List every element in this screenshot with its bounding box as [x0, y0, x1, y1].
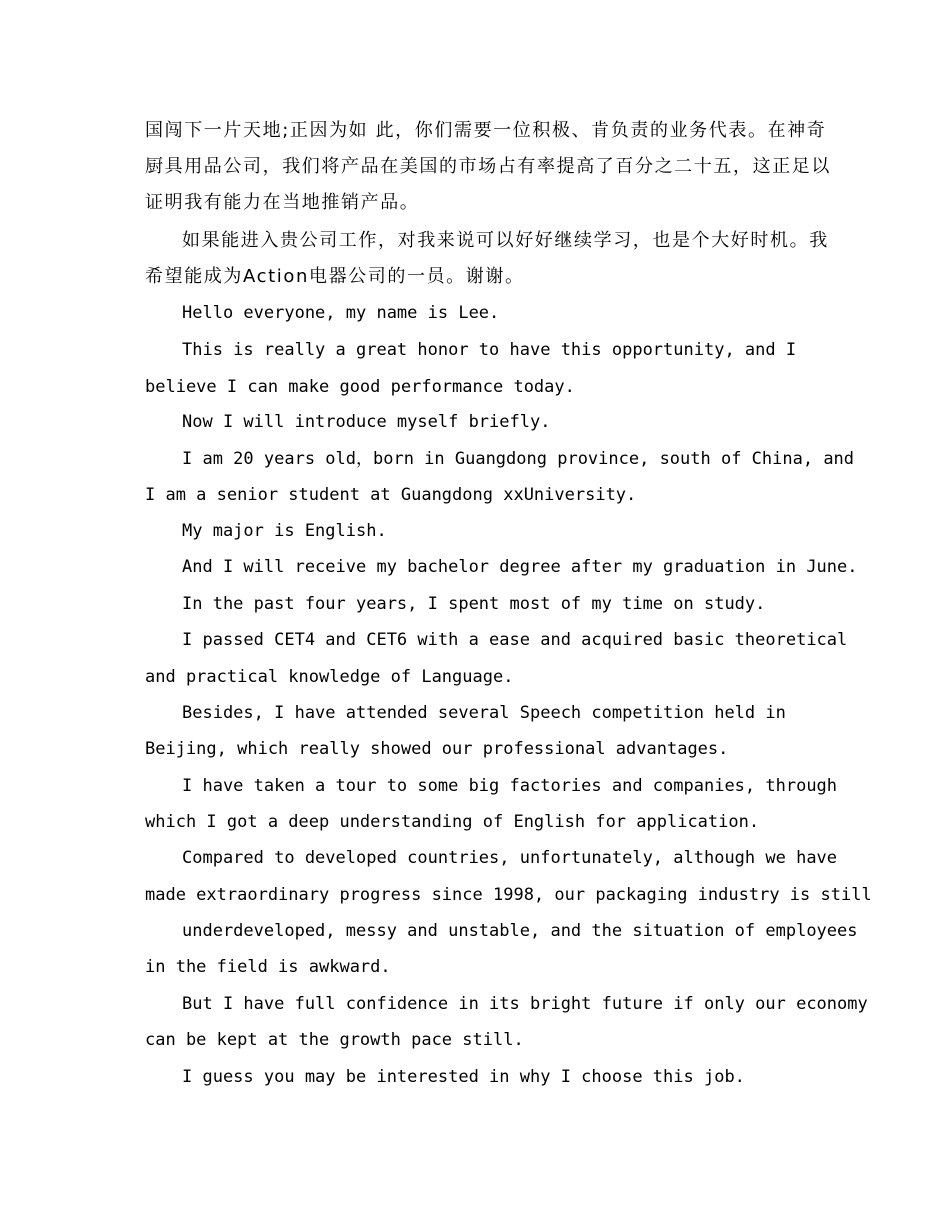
- text-line: My major is English.: [182, 521, 387, 541]
- text-line: I have taken a tour to some big factories and companies, through: [182, 776, 838, 796]
- text-line: Now I will introduce myself briefly.: [182, 412, 551, 432]
- text-line: made extraordinary progress since 1998, our packaging industry is still: [145, 885, 872, 905]
- text-line: 厨具用品公司，我们将产品在美国的市场占有率提高了百分之二十五，这正足以: [145, 156, 831, 177]
- text-line: But I have full confidence in its bright future if only our economy: [182, 994, 868, 1014]
- text-line: 国闯下一片天地;正因为如 此，你们需要一位积极、肯负责的业务代表。在神奇: [145, 120, 827, 141]
- text-line: and practical knowledge of Language.: [145, 667, 514, 687]
- text-line: 如果能进入贵公司工作，对我来说可以好好继续学习，也是个大好时机。我: [182, 230, 829, 251]
- text-line: I passed CET4 and CET6 with a ease and acquired basic theoretical: [182, 630, 848, 650]
- text-line: Beijing, which really showed our professional advantages.: [145, 739, 729, 759]
- text-line: 希望能成为Action电器公司的一员。谢谢。: [145, 266, 525, 287]
- text-line: Besides, I have attended several Speech competition held in: [182, 703, 786, 723]
- text-line: This is really a great honor to have this opportunity, and I: [182, 340, 797, 360]
- text-line: I am 20 years old，born in Guangdong province, south of China, and: [182, 449, 855, 469]
- text-line: in the field is awkward.: [145, 957, 391, 977]
- text-line: And I will receive my bachelor degree after my graduation in June.: [182, 557, 858, 577]
- text-line: which I got a deep understanding of English for application.: [145, 812, 760, 832]
- text-line: believe I can make good performance today.: [145, 377, 575, 397]
- text-line: Compared to developed countries, unfortunately, although we have: [182, 848, 838, 868]
- text-line: underdeveloped, messy and unstable, and the situation of employees: [182, 921, 858, 941]
- text-line: I am a senior student at Guangdong xxUniversity.: [145, 485, 637, 505]
- text-line: In the past four years, I spent most of my time on study.: [182, 594, 766, 614]
- text-line: 证明我有能力在当地推销产品。: [145, 192, 420, 213]
- text-line: I guess you may be interested in why I choose this job.: [182, 1067, 745, 1087]
- text-line: can be kept at the growth pace still.: [145, 1030, 524, 1050]
- text-line: Hello everyone, my name is Lee.: [182, 303, 500, 323]
